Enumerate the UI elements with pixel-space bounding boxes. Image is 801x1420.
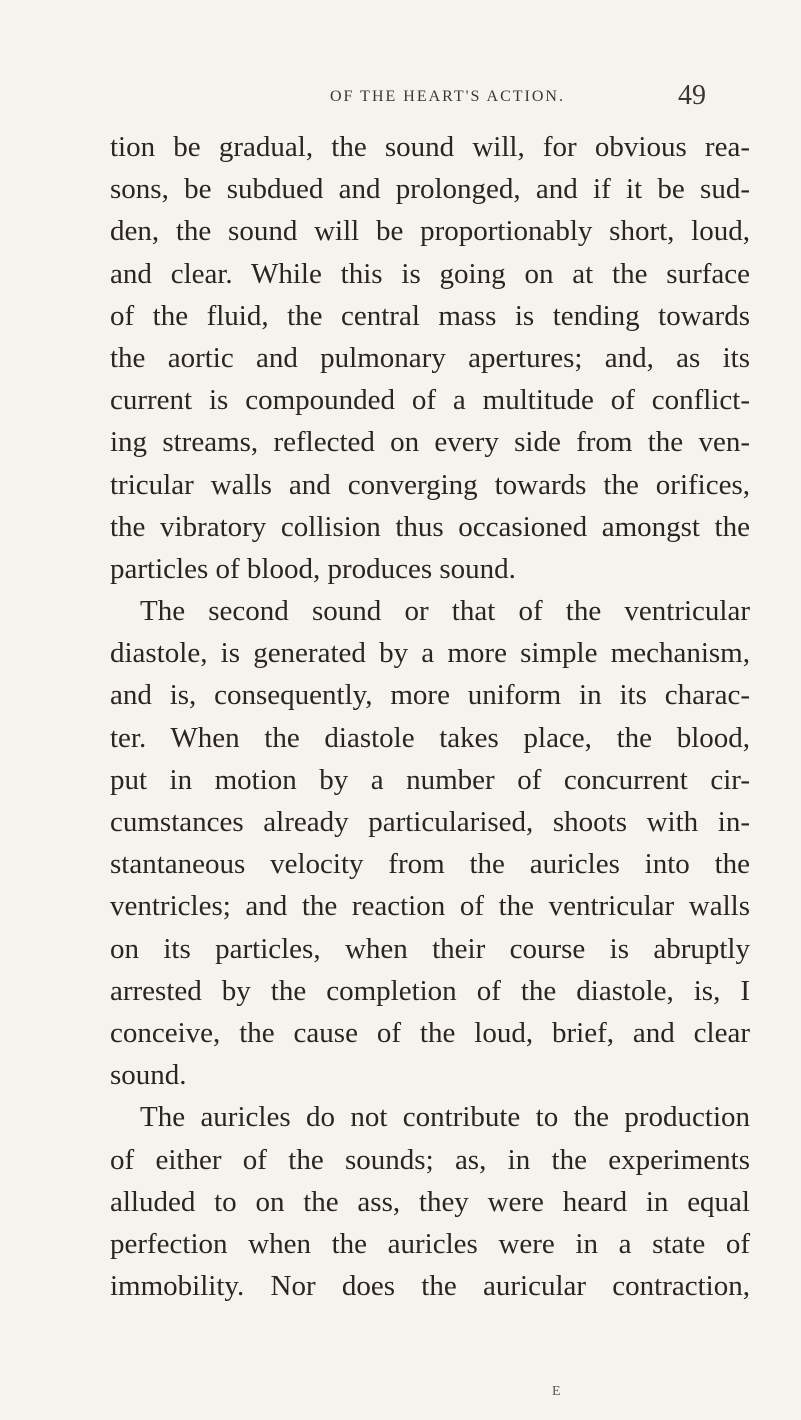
body-text bbox=[110, 126, 750, 1307]
text-line: The auricles do not contribute to the production bbox=[140, 1101, 750, 1134]
text-line: conceive, the cause of the loud, brief, and clear bbox=[110, 1016, 750, 1049]
text-line: den, the sound will be proportionably short, loud, bbox=[110, 215, 750, 248]
text-line: sons, be subdued and prolonged, and if it be sud- bbox=[110, 173, 750, 206]
text-line: of the fluid, the central mass is tending towards bbox=[110, 299, 750, 332]
text-line: particles of blood, produces sound. bbox=[110, 552, 516, 585]
text-line: tricular walls and converging towards the orifices, bbox=[110, 468, 750, 501]
text-line: The second sound or that of the ventricular bbox=[140, 595, 750, 628]
text-line: on its particles, when their course is abruptly bbox=[110, 932, 750, 965]
text-line: alluded to on the ass, they were heard in equal bbox=[110, 1185, 750, 1218]
text-line: diastole, is generated by a more simple mechanism, bbox=[110, 637, 750, 670]
text-line: ventricles; and the reaction of the ventricular walls bbox=[110, 890, 750, 923]
text-line: immobility. Nor does the auricular contraction, bbox=[110, 1270, 750, 1303]
text-line: perfection when the auricles were in a state of bbox=[110, 1227, 750, 1260]
text-line: and clear. While this is going on at the surface bbox=[110, 257, 750, 290]
text-line: sound. bbox=[110, 1059, 187, 1092]
text-line: the aortic and pulmonary apertures; and, as its bbox=[110, 341, 750, 374]
text-line: and is, consequently, more uniform in its charac- bbox=[110, 679, 750, 712]
signature-mark: E bbox=[552, 1384, 561, 1399]
running-head: OF THE HEART'S ACTION. bbox=[330, 88, 565, 105]
text-line: stantaneous velocity from the auricles into the bbox=[110, 848, 750, 881]
page-number: 49 bbox=[678, 80, 706, 111]
text-line: current is compounded of a multitude of conflict- bbox=[110, 384, 750, 417]
text-line: arrested by the completion of the diastole, is, I bbox=[110, 974, 750, 1007]
text-line: cumstances already particularised, shoots with in- bbox=[110, 806, 750, 838]
text-line: ing streams, reflected on every side from the ven- bbox=[110, 426, 750, 459]
text-line: put in motion by a number of concurrent cir- bbox=[110, 763, 750, 796]
page-header bbox=[0, 78, 801, 118]
text-line: of either of the sounds; as, in the experiments bbox=[110, 1143, 750, 1176]
text-line: the vibratory collision thus occasioned amongst the bbox=[110, 510, 750, 543]
text-line: tion be gradual, the sound will, for obvious rea- bbox=[110, 131, 750, 163]
text-line: ter. When the diastole takes place, the blood, bbox=[110, 721, 750, 754]
